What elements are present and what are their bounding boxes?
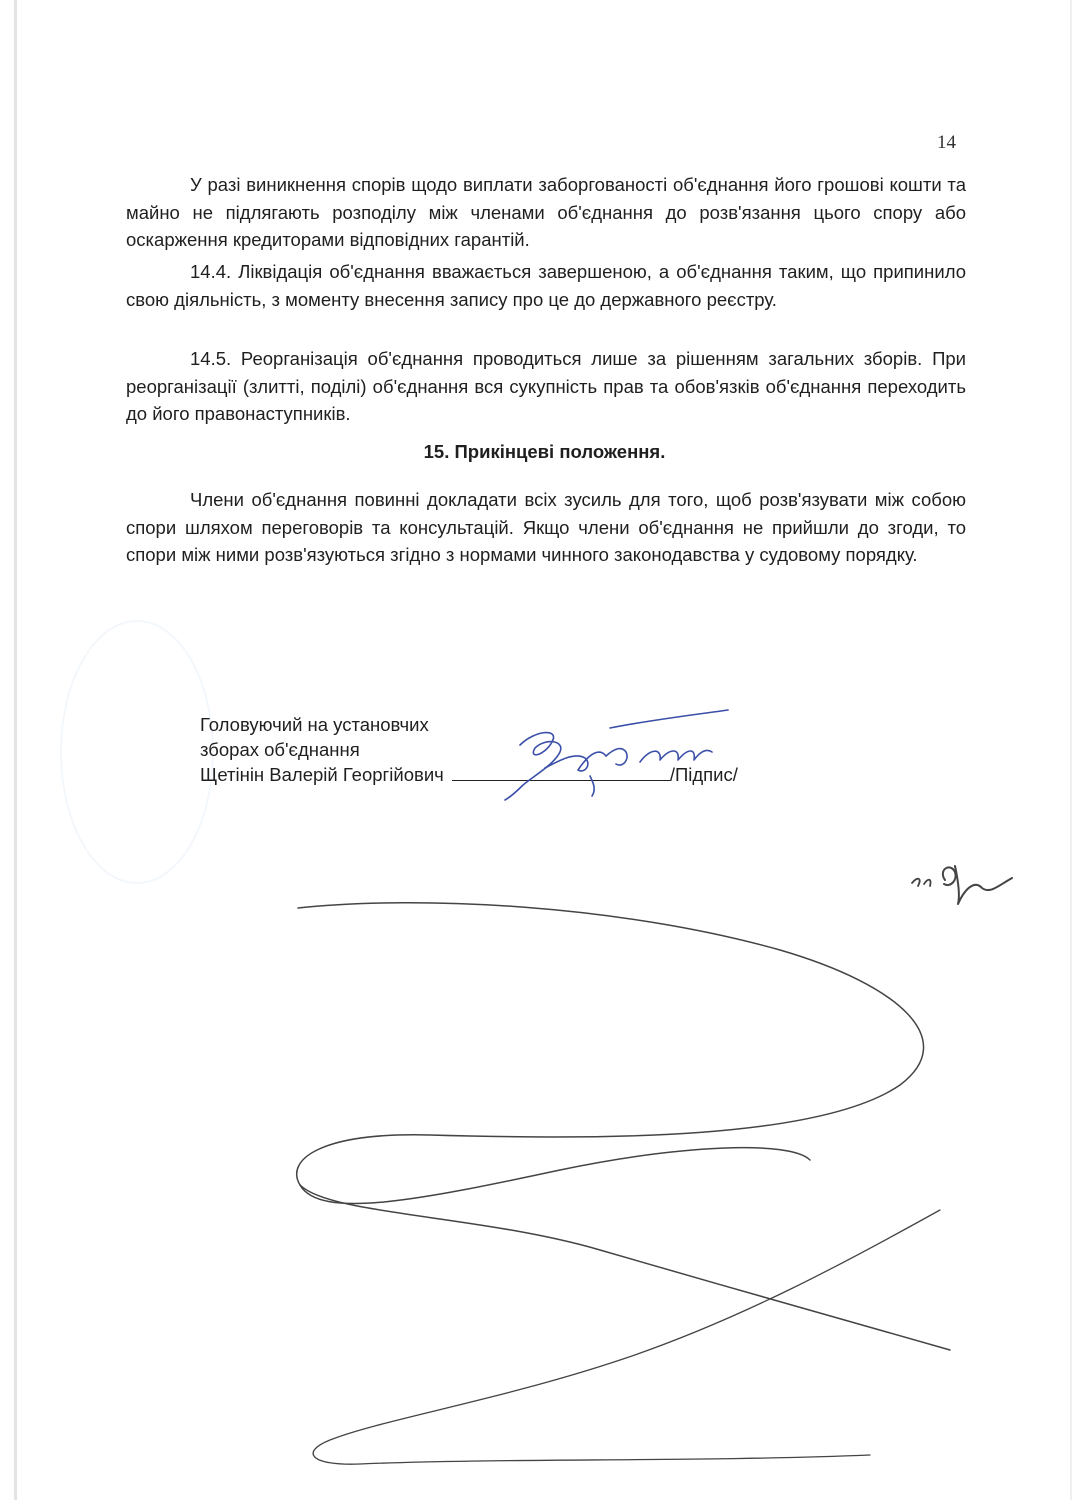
signer-role-line1: Головуючий на установчих [200, 714, 429, 735]
paragraph-final-provisions: Члени об'єднання повинні докладати всіх зусиль для того, щоб розв'язувати між собою спори шляхом переговорів та консультацій. Якщо члени об'єднання не прийшли до згоди, то спори між ними розв'язуються згідно з нормами чинного законодавства у судовому порядку. [126, 489, 966, 565]
signer-role-line2: зборах об'єднання [200, 739, 360, 760]
page-number: 14 [937, 132, 956, 153]
section-title: 15. Прикінцеві положення. [423, 441, 666, 462]
paragraph-disputes: У разі виникнення спорів щодо виплати заборгованості об'єднання його грошові кошти та майно не підлягають розподілу між членами об'єднання до розв'язання цього спору або оскарження кредиторами відповідних гарантій. [126, 174, 966, 250]
signature-label: /Підпис/ [669, 764, 738, 785]
paragraph-14-4: 14.4. Ліквідація об'єднання вважається завершеною, а об'єднання таким, що припинило свою діяльність, з моменту внесення запису про це до державного реєстру. [126, 261, 966, 310]
paragraph-14-5: 14.5. Реорганізація об'єднання проводиться лише за рішенням загальних зборів. При реорганізації (злитті, поділі) об'єднання вся сукупність прав та обов'язків об'єднання переходить до його правонаступників. [126, 348, 966, 424]
signer-name: Щетінін Валерій Георгійович [200, 764, 444, 785]
